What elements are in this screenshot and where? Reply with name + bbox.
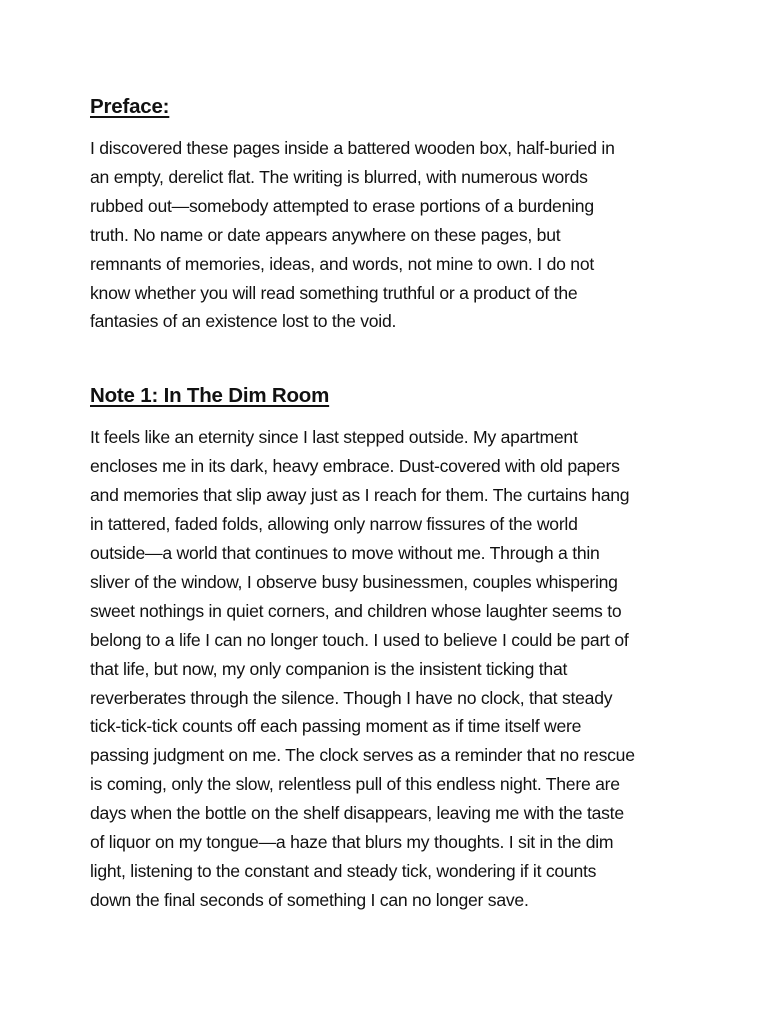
note-1-line: of liquor on my tongue—a haze that blurs my thoughts. I sit in the dim xyxy=(90,832,614,853)
preface-line: fantasies of an existence lost to the void. xyxy=(90,311,397,332)
note-1-line: days when the bottle on the shelf disappears, leaving me with the taste xyxy=(90,803,624,824)
note-1-paragraph xyxy=(90,423,680,914)
note-1-line: belong to a life I can no longer touch. I used to believe I could be part of xyxy=(90,629,629,650)
preface-line: rubbed out—somebody attempted to erase portions of a burdening xyxy=(90,195,594,216)
preface-line: an empty, derelict flat. The writing is blurred, with numerous words xyxy=(90,166,588,187)
note-1-line: is coming, only the slow, relentless pull of this endless night. There are xyxy=(90,774,620,795)
note-1-line: It feels like an eternity since I last stepped outside. My apartment xyxy=(90,427,578,448)
preface-line: know whether you will read something truthful or a product of the xyxy=(90,282,578,303)
preface-line: truth. No name or date appears anywhere on these pages, but xyxy=(90,224,561,245)
preface-heading: Preface: xyxy=(90,95,170,118)
document-page xyxy=(90,92,680,915)
note-1-line: sweet nothings in quiet corners, and children whose laughter seems to xyxy=(90,600,622,621)
note-1-line: in tattered, faded folds, allowing only narrow fissures of the world xyxy=(90,514,578,535)
note-1-line: sliver of the window, I observe busy businessmen, couples whispering xyxy=(90,571,618,592)
note-1-line: that life, but now, my only companion is the insistent ticking that xyxy=(90,658,568,679)
note-1-line: tick-tick-tick counts off each passing moment as if time itself were xyxy=(90,716,582,737)
preface-line: I discovered these pages inside a battered wooden box, half-buried in xyxy=(90,138,615,158)
note-1-line: passing judgment on me. The clock serves as a reminder that no rescue xyxy=(90,745,635,766)
note-1-line: outside—a world that continues to move without me. Through a thin xyxy=(90,542,600,563)
preface-line: remnants of memories, ideas, and words, not mine to own. I do not xyxy=(90,253,595,274)
note-1-line: encloses me in its dark, heavy embrace. Dust-covered with old papers xyxy=(90,456,620,477)
note-1-line: reverberates through the silence. Though I have no clock, that steady xyxy=(90,687,613,708)
note-1-line: light, listening to the constant and steady tick, wondering if it counts xyxy=(90,860,597,881)
note-1-heading: Note 1: In The Dim Room xyxy=(90,384,330,408)
preface-paragraph xyxy=(90,134,680,336)
note-1-line: down the final seconds of something I can no longer save. xyxy=(90,889,529,910)
note-1-line: and memories that slip away just as I reach for them. The curtains hang xyxy=(90,485,630,506)
